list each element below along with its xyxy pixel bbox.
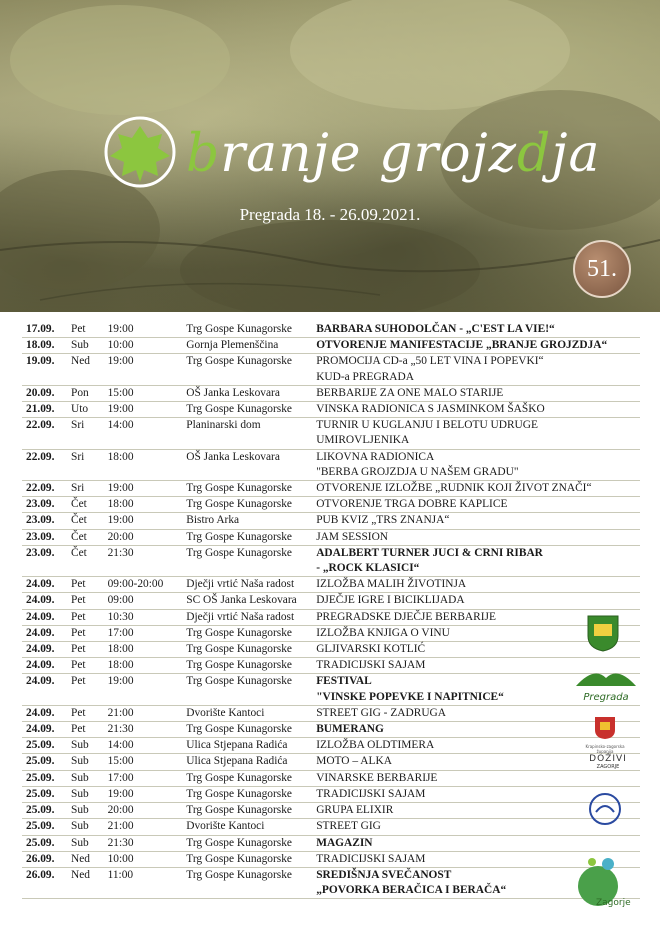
event-title-line: PUB KVIZ „TRS ZNANJA“ xyxy=(316,514,450,527)
event-place: Trg Gospe Kunagorske xyxy=(182,481,312,497)
event-place: Trg Gospe Kunagorske xyxy=(182,529,312,545)
event-title-line: OTVORENJE IZLOŽBE „RUDNIK KOJI ŽIVOT ZNAČI“ xyxy=(316,482,592,495)
event-row xyxy=(22,754,640,770)
event-day: Pet xyxy=(67,674,104,705)
event-time: 17:00 xyxy=(104,770,183,786)
event-title-line: SREDIŠNJA SVEČANOST xyxy=(316,868,452,881)
event-date: 23.09. xyxy=(22,497,67,513)
event-date: 25.09. xyxy=(22,738,67,754)
tourist-board-icon xyxy=(588,792,622,826)
event-row xyxy=(22,786,640,802)
event-time: 21:30 xyxy=(104,835,183,851)
event-row xyxy=(22,385,640,401)
event-time: 19:00 xyxy=(104,513,183,529)
event-title-line: UMIROVLJENIKA xyxy=(316,434,410,447)
event-place: Bistro Arka xyxy=(182,513,312,529)
event-time: 19:00 xyxy=(104,674,183,705)
event-time: 21:30 xyxy=(104,722,183,738)
event-place: SC OŠ Janka Leskovara xyxy=(182,593,312,609)
event-title-line: ADALBERT TURNER JUCI & CRNI RIBAR xyxy=(316,546,543,559)
event-day: Pet xyxy=(67,322,104,338)
event-date: 24.09. xyxy=(22,609,67,625)
event-time: 19:00 xyxy=(104,402,183,418)
event-time: 21:00 xyxy=(104,819,183,835)
event-title xyxy=(312,418,640,449)
event-title-line: "VINSKE POPEVKE I NAPITNICE“ xyxy=(316,690,504,703)
event-date: 17.09. xyxy=(22,322,67,338)
event-title xyxy=(312,529,640,545)
festival-title: branje grojzdja xyxy=(186,124,601,184)
event-day: Čet xyxy=(67,529,104,545)
event-title xyxy=(312,835,640,851)
event-title xyxy=(312,402,640,418)
county-coat-of-arms-icon xyxy=(594,716,616,740)
event-title-line: GRUPA ELIXIR xyxy=(316,804,394,817)
event-date: 24.09. xyxy=(22,642,67,658)
dozivi-zagorje-logo: DOŽIVI ZAGORJE xyxy=(589,754,627,770)
event-title-line: PROMOCIJA CD-a „50 LET VINA I POPEVKI“ xyxy=(316,355,544,368)
zagorje-logo: Zagorje xyxy=(570,854,640,918)
county-logo: Krapinsko-zagorska županija xyxy=(580,716,630,754)
event-row xyxy=(22,674,640,705)
event-row xyxy=(22,851,640,867)
event-time: 18:00 xyxy=(104,497,183,513)
event-day: Uto xyxy=(67,402,104,418)
event-date: 22.09. xyxy=(22,418,67,449)
event-title-line: STREET GIG xyxy=(316,820,381,833)
event-place: Trg Gospe Kunagorske xyxy=(182,835,312,851)
event-day: Pet xyxy=(67,625,104,641)
event-title xyxy=(312,481,640,497)
festival-dates: Pregrada 18. - 26.09.2021. xyxy=(239,205,421,224)
event-time: 14:00 xyxy=(104,738,183,754)
event-time: 11:00 xyxy=(104,867,183,898)
event-title-line: BERBARIJE ZA ONE MALO STARIJE xyxy=(316,386,504,399)
event-date: 24.09. xyxy=(22,658,67,674)
event-title xyxy=(312,545,640,576)
event-place: Trg Gospe Kunagorske xyxy=(182,803,312,819)
event-day: Pet xyxy=(67,609,104,625)
event-title xyxy=(312,513,640,529)
event-row xyxy=(22,481,640,497)
event-time: 19:00 xyxy=(104,481,183,497)
event-place: Dječji vrtić Naša radost xyxy=(182,609,312,625)
event-date: 20.09. xyxy=(22,385,67,401)
event-date: 26.09. xyxy=(22,851,67,867)
event-title-line: TRADICIJSKI SAJAM xyxy=(316,659,426,672)
event-place: Dvorište Kantoci xyxy=(182,819,312,835)
event-row xyxy=(22,625,640,641)
event-row xyxy=(22,609,640,625)
event-title xyxy=(312,449,640,480)
event-time: 10:00 xyxy=(104,851,183,867)
event-title-line: TURNIR U KUGLANJU I BELOTU UDRUGE xyxy=(316,419,538,432)
event-date: 18.09. xyxy=(22,338,67,354)
event-day: Sub xyxy=(67,770,104,786)
event-day: Pon xyxy=(67,385,104,401)
event-time: 09:00 xyxy=(104,593,183,609)
event-date: 25.09. xyxy=(22,786,67,802)
event-date: 25.09. xyxy=(22,754,67,770)
event-date: 25.09. xyxy=(22,803,67,819)
event-row xyxy=(22,722,640,738)
event-day: Sri xyxy=(67,418,104,449)
event-place: Trg Gospe Kunagorske xyxy=(182,625,312,641)
event-title xyxy=(312,593,640,609)
event-title-line: - „ROCK KLASICI“ xyxy=(316,562,420,575)
event-place: Trg Gospe Kunagorske xyxy=(182,851,312,867)
event-row xyxy=(22,642,640,658)
event-date: 23.09. xyxy=(22,513,67,529)
pregrada-logo: Pregrada xyxy=(574,664,638,704)
event-day: Pet xyxy=(67,658,104,674)
event-row xyxy=(22,338,640,354)
event-title xyxy=(312,770,640,786)
event-title-line: OTVORENJE MANIFESTACIJE „BRANJE GROJZDJA“ xyxy=(316,339,608,352)
event-time: 19:00 xyxy=(104,354,183,385)
event-place: Planinarski dom xyxy=(182,418,312,449)
event-place: Trg Gospe Kunagorske xyxy=(182,658,312,674)
event-time: 18:00 xyxy=(104,642,183,658)
event-place: Trg Gospe Kunagorske xyxy=(182,642,312,658)
event-place: OŠ Janka Leskovara xyxy=(182,449,312,480)
event-day: Sub xyxy=(67,338,104,354)
event-title-line: VINSKA RADIONICA S JASMINKOM ŠAŠKO xyxy=(316,403,545,416)
event-row xyxy=(22,803,640,819)
event-title xyxy=(312,322,640,338)
grape-leaf-logo-icon xyxy=(100,112,180,192)
event-place: Trg Gospe Kunagorske xyxy=(182,770,312,786)
event-title-line: STREET GIG - ZADRUGA xyxy=(316,706,447,719)
event-time: 20:00 xyxy=(104,529,183,545)
event-title-line: VINARSKE BERBARIJE xyxy=(316,771,438,784)
event-time: 18:00 xyxy=(104,658,183,674)
event-day: Sub xyxy=(67,803,104,819)
event-place: Ulica Stjepana Radića xyxy=(182,754,312,770)
event-day: Ned xyxy=(67,354,104,385)
event-title xyxy=(312,354,640,385)
event-title-line: MOTO – ALKA xyxy=(316,755,392,768)
event-day: Ned xyxy=(67,851,104,867)
event-place: Gornja Plemenščina xyxy=(182,338,312,354)
event-row xyxy=(22,867,640,898)
event-time: 21:00 xyxy=(104,705,183,721)
hero-banner xyxy=(0,0,660,312)
event-place: Dvorište Kantoci xyxy=(182,705,312,721)
event-day: Pet xyxy=(67,722,104,738)
event-row xyxy=(22,705,640,721)
event-time: 15:00 xyxy=(104,754,183,770)
event-date: 21.09. xyxy=(22,402,67,418)
event-title-line: „POVORKA BERAČICA I BERAČA“ xyxy=(316,884,507,897)
event-day: Čet xyxy=(67,545,104,576)
event-place: Trg Gospe Kunagorske xyxy=(182,722,312,738)
event-title-line: IZLOŽBA OLDTIMERA xyxy=(316,739,435,752)
event-row xyxy=(22,545,640,576)
event-title-line: KUD-a PREGRADA xyxy=(316,370,414,383)
event-date: 25.09. xyxy=(22,819,67,835)
event-title xyxy=(312,577,640,593)
event-date: 24.09. xyxy=(22,705,67,721)
event-title-line: LIKOVNA RADIONICA xyxy=(316,450,435,463)
event-place: Trg Gospe Kunagorske xyxy=(182,497,312,513)
event-date: 23.09. xyxy=(22,545,67,576)
event-time: 15:00 xyxy=(104,385,183,401)
event-date: 22.09. xyxy=(22,449,67,480)
event-title-line: FESTIVAL xyxy=(316,675,372,688)
event-place: Trg Gospe Kunagorske xyxy=(182,867,312,898)
event-row xyxy=(22,835,640,851)
event-time: 19:00 xyxy=(104,786,183,802)
event-date: 24.09. xyxy=(22,593,67,609)
event-row xyxy=(22,497,640,513)
event-title-line: DJEČJE IGRE I BICIKLIJADA xyxy=(316,594,465,607)
event-place: Trg Gospe Kunagorske xyxy=(182,354,312,385)
event-date: 25.09. xyxy=(22,835,67,851)
event-row xyxy=(22,354,640,385)
event-date: 24.09. xyxy=(22,577,67,593)
event-day: Sub xyxy=(67,786,104,802)
event-title xyxy=(312,385,640,401)
event-time: 10:30 xyxy=(104,609,183,625)
event-row xyxy=(22,513,640,529)
event-row xyxy=(22,418,640,449)
event-place: Dječji vrtić Naša radost xyxy=(182,577,312,593)
event-title-line: IZLOŽBA KNJIGA O VINU xyxy=(316,626,450,639)
event-place: Trg Gospe Kunagorske xyxy=(182,674,312,705)
event-title-line: TRADICIJSKI SAJAM xyxy=(316,852,426,865)
event-date: 19.09. xyxy=(22,354,67,385)
event-date: 25.09. xyxy=(22,770,67,786)
event-row xyxy=(22,738,640,754)
event-title-line: OTVORENJE TRGA DOBRE KAPLICE xyxy=(316,498,508,511)
event-title-line: JAM SESSION xyxy=(316,530,389,543)
event-date: 24.09. xyxy=(22,722,67,738)
event-day: Sub xyxy=(67,819,104,835)
event-place: Ulica Stjepana Radića xyxy=(182,738,312,754)
event-place: Trg Gospe Kunagorske xyxy=(182,402,312,418)
event-row xyxy=(22,322,640,338)
event-date: 24.09. xyxy=(22,674,67,705)
event-time: 10:00 xyxy=(104,338,183,354)
event-time: 20:00 xyxy=(104,803,183,819)
event-place: OŠ Janka Leskovara xyxy=(182,385,312,401)
event-day: Pet xyxy=(67,577,104,593)
event-place: Trg Gospe Kunagorske xyxy=(182,322,312,338)
event-time: 09:00-20:00 xyxy=(104,577,183,593)
event-time: 19:00 xyxy=(104,322,183,338)
event-title xyxy=(312,497,640,513)
event-date: 24.09. xyxy=(22,625,67,641)
event-day: Ned xyxy=(67,867,104,898)
pregrada-coat-of-arms-icon xyxy=(586,614,620,652)
event-time: 14:00 xyxy=(104,418,183,449)
event-title-line: TRADICIJSKI SAJAM xyxy=(316,787,426,800)
event-date: 22.09. xyxy=(22,481,67,497)
event-day: Sri xyxy=(67,481,104,497)
event-time: 17:00 xyxy=(104,625,183,641)
event-row xyxy=(22,449,640,480)
event-title-line: BARBARA SUHODOLČAN - „C'EST LA VIE!“ xyxy=(316,323,555,335)
event-title-line: MAGAZIN xyxy=(316,836,373,849)
event-day: Sub xyxy=(67,738,104,754)
event-day: Čet xyxy=(67,513,104,529)
event-row xyxy=(22,593,640,609)
event-row xyxy=(22,770,640,786)
event-title xyxy=(312,338,640,354)
event-title-line: IZLOŽBA MALIH ŽIVOTINJA xyxy=(316,578,467,591)
event-row xyxy=(22,819,640,835)
event-row xyxy=(22,658,640,674)
event-day: Pet xyxy=(67,705,104,721)
event-row xyxy=(22,402,640,418)
event-date: 23.09. xyxy=(22,529,67,545)
pregrada-hills-icon xyxy=(574,664,638,688)
event-day: Sub xyxy=(67,754,104,770)
edition-badge: 51. xyxy=(573,240,631,298)
event-row xyxy=(22,529,640,545)
event-title-line: "BERBA GROJZDJA U NAŠEM GRADU" xyxy=(316,465,519,478)
event-place: Trg Gospe Kunagorske xyxy=(182,786,312,802)
event-day: Sub xyxy=(67,835,104,851)
event-title-line: BUMERANG xyxy=(316,723,384,736)
event-row xyxy=(22,577,640,593)
event-schedule-table xyxy=(22,322,640,899)
event-time: 18:00 xyxy=(104,449,183,480)
event-day: Čet xyxy=(67,497,104,513)
event-day: Pet xyxy=(67,642,104,658)
event-time: 21:30 xyxy=(104,545,183,576)
event-day: Sri xyxy=(67,449,104,480)
event-place: Trg Gospe Kunagorske xyxy=(182,545,312,576)
event-title-line: GLJIVARSKI KOTLIĆ xyxy=(316,643,426,656)
event-title-line: PREGRADSKE DJEČJE BERBARIJE xyxy=(316,610,496,623)
event-date: 26.09. xyxy=(22,867,67,898)
event-day: Pet xyxy=(67,593,104,609)
